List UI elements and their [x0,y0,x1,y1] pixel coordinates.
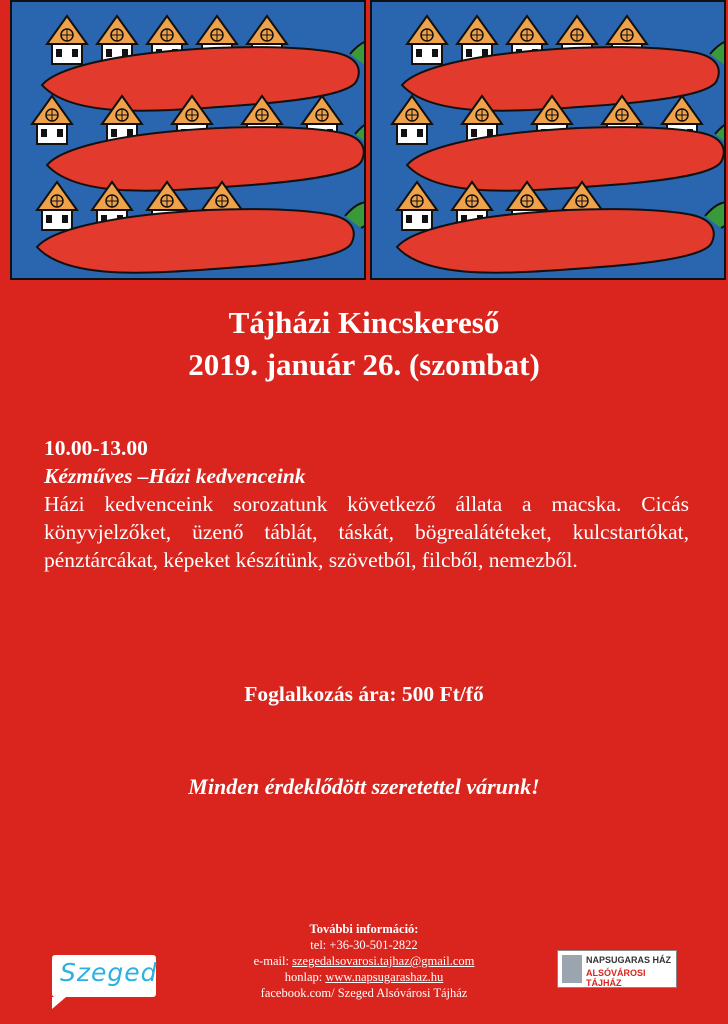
speech-bubble-tail [52,997,66,1009]
program-time: 10.00-13.00 [44,436,148,460]
event-title: Tájházi Kincskereső [228,305,500,340]
szeged-logo [52,955,156,997]
program-description: Házi kedvenceink sorozatunk következő állata a macska. Cicás könyvjelzőket, üzenő táblát, táskát, bögrealátéteket, kulcstartókat, pénztárcákat, képeket készítünk, szövetből, filcből, nemezből. [44,492,689,572]
price-info: Foglalkozás ára: 500 Ft/fő [244,682,484,706]
decorative-panel-left [10,0,366,280]
contact-facebook: facebook.com/ Szeged Alsóvárosi Tájház [260,986,468,1000]
napsugaras-logo-line2: ALSÓVÁROSI TÁJHÁZ [586,968,646,988]
contact-phone: tel: +36-30-501-2822 [310,938,418,952]
decorative-panel-right [370,0,726,280]
web-label: honlap: [284,970,326,984]
szeged-logo-text: Szeged [60,958,158,987]
program-subtitle: Kézműves –Házi kedvenceink [44,464,306,488]
event-date: 2019. január 26. (szombat) [188,347,540,382]
email-label: e-mail: [253,954,293,968]
building-icon [562,955,582,983]
welcome-message: Minden érdeklődött szeretettel várunk! [188,774,540,799]
email-link[interactable]: szegedalsovarosi.tajhaz@gmail.com [292,954,475,968]
houses-peppers-illustration [372,2,726,280]
contact-heading: További információ: [309,922,419,936]
napsugaras-logo-line1: NAPSUGARAS HÁZ [586,955,672,965]
houses-peppers-illustration [12,2,366,280]
napsugaras-haz-logo [557,950,677,988]
website-link[interactable]: www.napsugarashaz.hu [325,970,444,984]
